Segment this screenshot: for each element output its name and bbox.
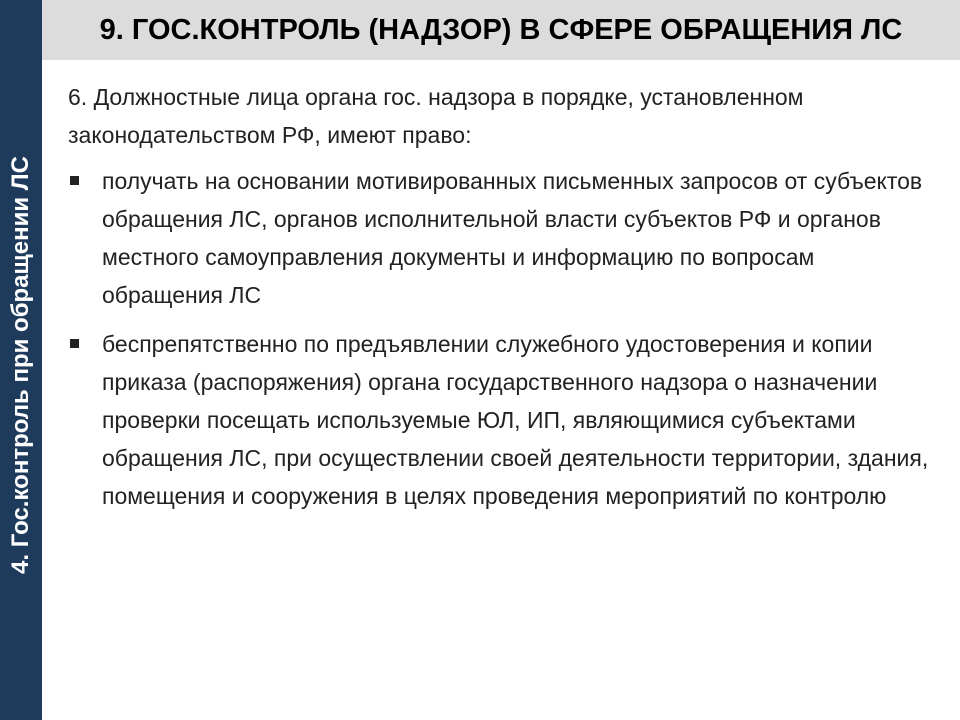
page-title: 9. ГОС.КОНТРОЛЬ (НАДЗОР) В СФЕРЕ ОБРАЩЕНИЯ ЛС bbox=[99, 14, 903, 46]
sidebar-label: 4. Гос.контроль при обращении ЛС bbox=[7, 156, 34, 574]
list-item bbox=[68, 162, 938, 314]
intro-paragraph: 6. Должностные лица органа гос. надзора в порядке, установленном законодательством РФ, имеют право: bbox=[68, 84, 804, 148]
sidebar bbox=[0, 0, 42, 720]
list-item-text: получать на основании мотивированных письменных запросов от субъектов обращения ЛС, органов исполнительной власти субъектов РФ и органов местного самоуправления документы и информацию по вопросам обращения ЛС bbox=[102, 168, 923, 308]
content-area bbox=[68, 78, 938, 526]
square-bullet-icon bbox=[70, 176, 79, 185]
list-item-text: беспрепятственно по предъявлении служебного удостоверения и копии приказа (распоряжения) органа государственного надзора о назначении проверки посещать используемые ЮЛ, ИП, являющимися субъектами обращения ЛС, при осуществлении своей деятельности территории, здания, помещения и сооружения в целях проведения мероприятий по контролю bbox=[102, 331, 929, 509]
list-item bbox=[68, 325, 938, 515]
square-bullet-icon bbox=[70, 339, 79, 348]
bullet-list bbox=[68, 162, 938, 515]
title-band bbox=[42, 0, 960, 60]
